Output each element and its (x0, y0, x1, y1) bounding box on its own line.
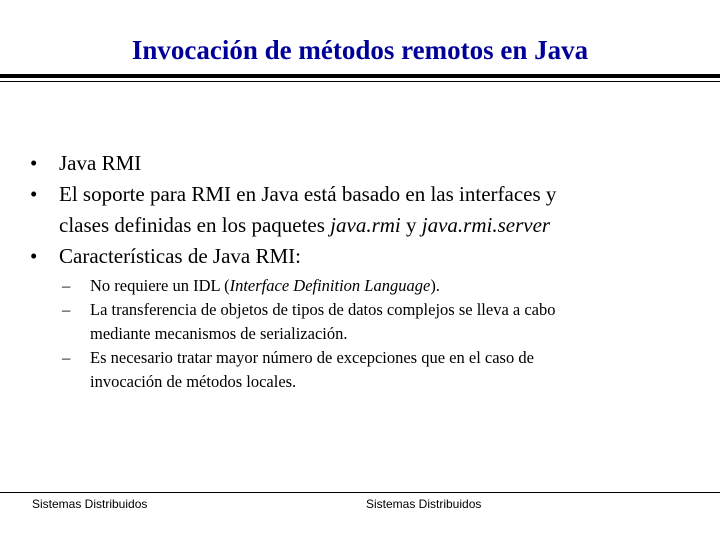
dash-icon: – (62, 276, 71, 295)
text-fragment: No requiere un IDL ( (90, 276, 230, 295)
bullet-item-java-rmi (0, 148, 720, 179)
package-name: java.rmi (330, 213, 401, 237)
footer-divider (0, 492, 720, 493)
bullet-text-line1: El soporte para RMI en Java está basado en las interfaces y (59, 182, 557, 206)
sub-text-line2: invocación de métodos locales. (90, 372, 297, 391)
text-fragment: ). (430, 276, 440, 295)
bullet-text-line2 (59, 213, 550, 237)
sub-text-line2: mediante mecanismos de serialización. (90, 324, 348, 343)
bullet-list (0, 148, 720, 394)
sub-item-idl (0, 274, 720, 298)
bullet-icon: • (30, 151, 38, 175)
dash-icon: – (62, 300, 71, 319)
text-fragment: clases definidas en los paquetes (59, 213, 331, 237)
sub-text-line1: Es necesario tratar mayor número de excepciones que en el caso de (90, 348, 534, 367)
sub-item-serializacion (0, 298, 720, 346)
sub-item-excepciones (0, 346, 720, 394)
bullet-text: Características de Java RMI: (59, 244, 301, 268)
footer-left-text: Sistemas Distribuidos (32, 497, 148, 511)
idl-term: Interface Definition Language (229, 276, 431, 295)
title-divider-thin (0, 81, 720, 82)
sub-text-line1: La transferencia de objetos de tipos de datos complejos se lleva a cabo (90, 300, 556, 319)
bullet-icon: • (30, 244, 38, 268)
bullet-icon: • (30, 182, 38, 206)
footer-center-text: Sistemas Distribuidos (366, 497, 482, 511)
dash-icon: – (62, 348, 71, 367)
sub-bullet-list (0, 274, 720, 394)
package-name: java.rmi.server (421, 213, 551, 237)
bullet-item-caracteristicas (0, 241, 720, 394)
slide-title: Invocación de métodos remotos en Java (131, 35, 589, 65)
bullet-item-soporte (0, 179, 720, 241)
text-fragment: y (400, 213, 422, 237)
title-divider-thick (0, 74, 720, 78)
bullet-text: Java RMI (59, 151, 142, 175)
